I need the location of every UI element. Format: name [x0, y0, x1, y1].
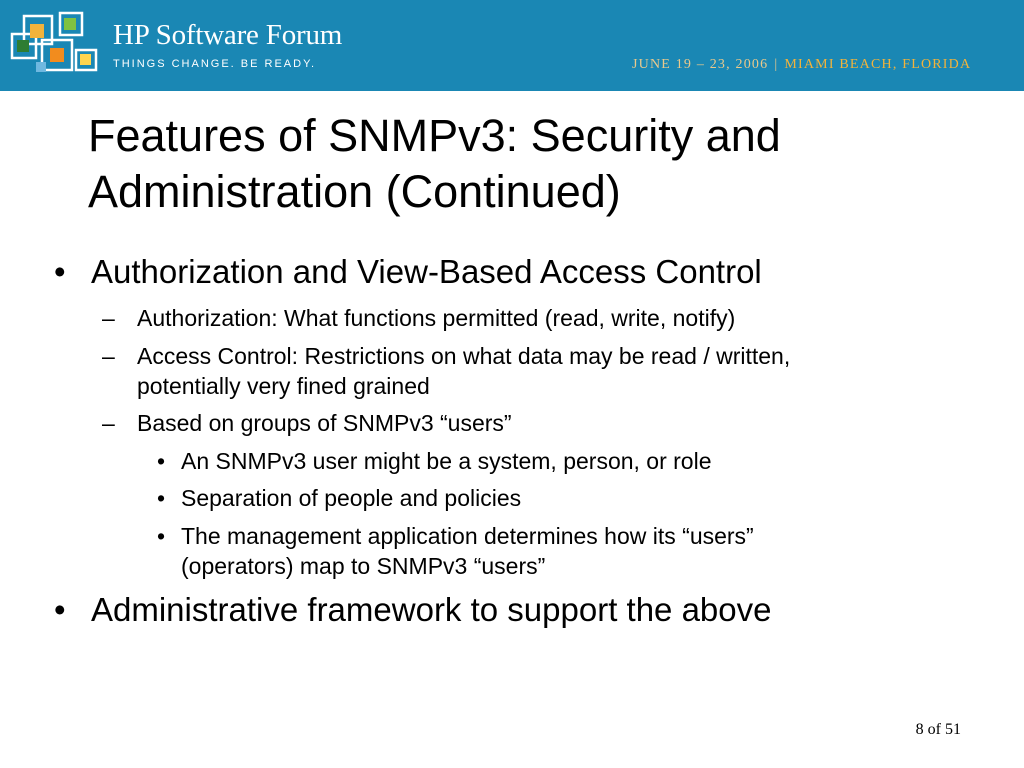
bullet-item — [54, 253, 762, 291]
sub-sub-bullet-text: An SNMPv3 user might be a system, person, or role — [181, 448, 712, 474]
dash-marker: – — [102, 305, 115, 331]
sub-bullet-text: Authorization: What functions permitted (read, write, notify) — [137, 305, 736, 331]
forum-tagline: THINGS CHANGE. BE READY. — [113, 58, 317, 70]
sub-bullet-text: Based on groups of SNMPv3 “users” — [137, 410, 512, 436]
bullet-marker: • — [157, 523, 166, 549]
sub-sub-bullet-item — [157, 446, 712, 476]
sub-sub-bullet-text: The management application determines how its “users” — [181, 523, 754, 549]
sub-bullet-item — [102, 341, 791, 401]
sub-sub-bullet-text: Separation of people and policies — [181, 485, 522, 511]
bullet-text: Authorization and View-Based Access Control — [91, 253, 762, 290]
forum-brand-name: HP Software Forum — [113, 19, 343, 51]
bullet-marker: • — [54, 253, 66, 290]
slide-title — [88, 108, 988, 220]
sub-sub-bullet-continuation: (operators) map to SNMPv3 “users” — [181, 553, 546, 579]
event-info — [632, 57, 971, 73]
dash-marker: – — [102, 410, 115, 436]
page-number: 8 of 51 — [915, 721, 961, 738]
hp-forum-logo-icon — [6, 10, 102, 82]
sub-bullet-continuation: potentially very fined grained — [137, 373, 430, 399]
sub-sub-bullet-item — [157, 521, 754, 581]
dash-marker: – — [102, 343, 115, 369]
bullet-marker: • — [157, 448, 166, 474]
sub-bullet-item — [102, 408, 512, 438]
sub-bullet-item — [102, 303, 736, 333]
slide-title-line-1: Features of SNMPv3: Security and — [88, 110, 781, 161]
event-date: JUNE 19 – 23, 2006 — [632, 57, 769, 72]
sub-bullet-text: Access Control: Restrictions on what data may be read / written, — [137, 343, 791, 369]
bullet-marker: • — [54, 591, 66, 628]
header-banner — [0, 0, 1024, 91]
event-separator: | — [774, 57, 779, 72]
sub-sub-bullet-item — [157, 483, 522, 513]
event-location: MIAMI BEACH, FLORIDA — [784, 57, 972, 72]
bullet-text: Administrative framework to support the above — [91, 591, 772, 628]
bullet-item — [54, 591, 772, 629]
slide-title-line-2: Administration (Continued) — [88, 166, 621, 217]
bullet-marker: • — [157, 485, 166, 511]
